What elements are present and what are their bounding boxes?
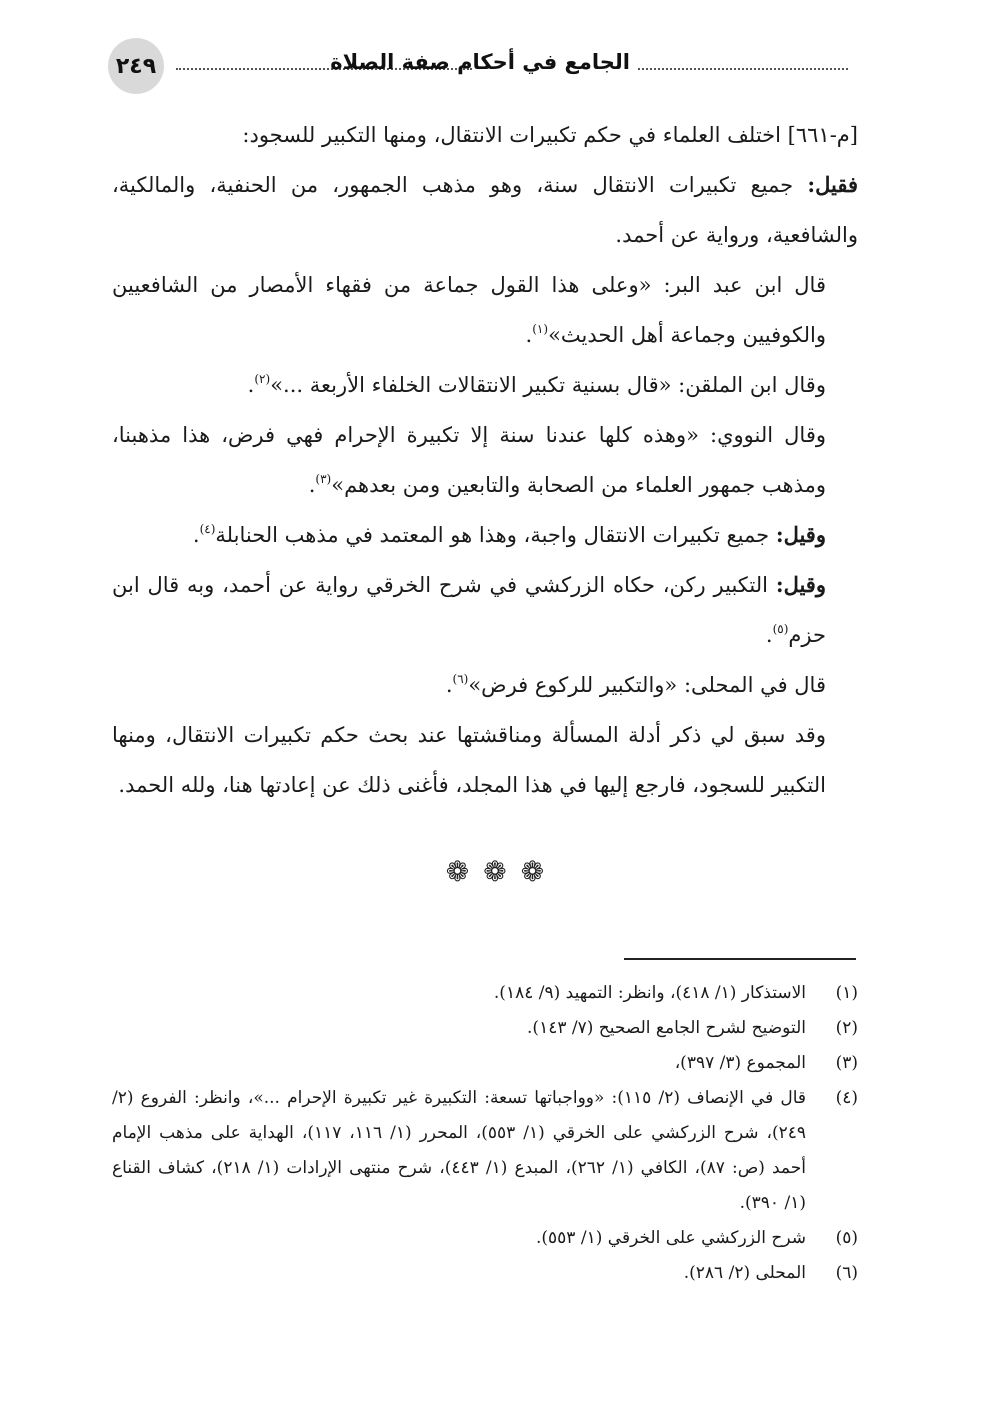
footnote-number: (٥) [835, 1228, 858, 1248]
main-text [112, 110, 858, 810]
section-ornament: ❁❁❁ [445, 855, 559, 888]
quote-text: قال في المحلى: «والتكبير للركوع فرض» [468, 673, 826, 697]
sentence-end: . [192, 523, 200, 547]
opinion-text: التكبير ركن، حكاه الزركشي في شرح الخرقي رواية عن أحمد، وبه قال ابن حزم [112, 573, 826, 647]
running-title: الجامع في أحكام صفة الصلاة [330, 50, 630, 74]
opinion-lead: فقيل: [807, 172, 858, 197]
footnote-ref[interactable]: (٤) [199, 522, 216, 536]
footnote-item [112, 976, 858, 1011]
footnote-number: (٤) [835, 1088, 858, 1108]
footnote-ref[interactable]: (٦) [452, 672, 469, 686]
footnote-item [112, 1221, 858, 1256]
paragraph-first-opinion [112, 160, 858, 260]
opinion-lead: وقيل: [775, 572, 826, 597]
opinion-text: جميع تكبيرات الانتقال سنة، وهو مذهب الجمهور، من الحنفية، والمالكية، والشافعية، ورواية عن أحمد. [112, 173, 858, 247]
sentence-end: . [308, 473, 316, 497]
footnote-text: شرح الزركشي على الخرقي (١/ ٥٥٣). [536, 1228, 806, 1248]
quote-text: وقال النووي: «وهذه كلها عندنا سنة إلا تكبيرة الإحرام فهي فرض، هذا مذهبنا، ومذهب جمهور العلماء من الصحابة والتابعين ومن بعدهم» [112, 423, 826, 497]
quote-text: قال ابن عبد البر: «وعلى هذا القول جماعة من فقهاء الأمصار من الشافعيين والكوفيين وجماعة أهل الحديث» [112, 273, 826, 347]
footnote-text: قال في الإنصاف (٢/ ١١٥): «وواجباتها تسعة: التكبيرة غير تكبيرة الإحرام ...»، وانظر: الفروع (٢/ ٢٤٩)، شرح الزركشي على الخرقي (١/ ٥٥٣)، المحرر (١/ ١١٦، ١١٧)، الهداية على مذهب الإمام أحمد (ص: ٨٧)، الكافي (١/ ٢٦٢)، المبدع (١/ ٤٤٣)، شرح منتهى الإرادات (١/ ٢١٨)، كشاف القناع (١/ ٣٩٠). [112, 1088, 807, 1213]
sentence-end: . [525, 323, 533, 347]
footnote-ref[interactable]: (١) [532, 322, 549, 336]
footnote-item [112, 1081, 858, 1221]
quote-nawawi [112, 410, 858, 510]
footnote-ref[interactable]: (٥) [772, 622, 789, 636]
header-dotted-rule-right [638, 68, 848, 70]
page-number-badge: ٢٤٩ [108, 38, 164, 94]
sentence-end: . [765, 623, 773, 647]
footnote-text: الاستذكار (١/ ٤١٨)، وانظر: التمهيد (٩/ ١٨٤). [493, 983, 806, 1003]
footnote-number: (٢) [835, 1018, 858, 1038]
quote-ibn-al-mulaqqin [112, 360, 858, 410]
footnote-ref[interactable]: (٣) [315, 472, 332, 486]
footnote-item [112, 1011, 858, 1046]
paragraph-second-opinion [112, 510, 858, 560]
quote-al-muhalla [112, 660, 858, 710]
opinion-text: جميع تكبيرات الانتقال واجبة، وهذا هو المعتمد في مذهب الحنابلة [215, 523, 776, 547]
page-header [108, 38, 848, 98]
sentence-end: . [247, 373, 255, 397]
paragraph-issue: [م-٦٦١] اختلف العلماء في حكم تكبيرات الانتقال، ومنها التكبير للسجود: [242, 123, 858, 147]
quote-text: وقال ابن الملقن: «قال بسنية تكبير الانتقالات الخلفاء الأربعة ...» [270, 373, 826, 397]
footnote-text: التوضيح لشرح الجامع الصحيح (٧/ ١٤٣). [527, 1018, 806, 1038]
sentence-end: . [445, 673, 453, 697]
footnote-separator [624, 958, 856, 960]
footnote-text: المحلى (٢/ ٢٨٦). [683, 1263, 806, 1283]
footnotes [112, 976, 858, 1291]
footnote-item [112, 1046, 858, 1081]
footnote-item [112, 1256, 858, 1291]
paragraph-third-opinion [112, 560, 858, 660]
footnote-text: المجموع (٣/ ٣٩٧)، [674, 1053, 806, 1073]
footnote-number: (٦) [835, 1263, 858, 1283]
footnote-number: (١) [835, 983, 858, 1003]
opinion-lead: وقيل: [775, 522, 826, 547]
paragraph-conclusion: وقد سبق لي ذكر أدلة المسألة ومناقشتها عند بحث حكم تكبيرات الانتقال، ومنها التكبير للسجود، فارجع إليها في هذا المجلد، فأغنى ذلك عن إعادتها هنا، ولله الحمد. [112, 723, 826, 797]
quote-ibn-abd-al-barr [112, 260, 858, 360]
footnote-ref[interactable]: (٢) [254, 372, 271, 386]
footnote-number: (٣) [835, 1053, 858, 1073]
